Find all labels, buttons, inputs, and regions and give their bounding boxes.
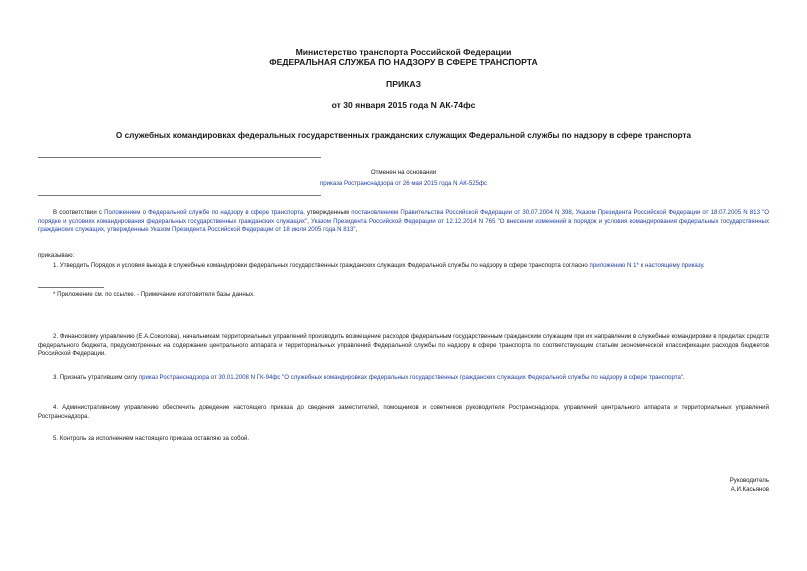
decree-765-link[interactable]: Указом Президента Российской Федерации от 12.12.2014 N 765 "О внесении изменений в порядок и условия командирования федеральных государственных гражданских служащих, утвержденные Указом Президента Российской Федерации от 18 июля 2005 года N 813" [38,217,769,234]
regulation-link[interactable]: Положением о Федеральной службе по надзору в сфере транспорта [104,209,304,216]
government-decree-link[interactable]: постановлением Правительства Российской Федерации от 30.07.2004 N 398 [351,209,572,216]
cancelled-order-link[interactable]: приказ Ространснадзора от 30.01.2008 N ГК-94фс "О служебных командировках федеральных государственных гражданских служащих Федеральной службы по надзору в сфере транспорта" [138,374,684,381]
item-4: 4. Административному управлению обеспечить доведение настоящего приказа до сведения заместителей, помощников и советников руководителя Ространснадзора, управлений центрального аппарата и территориальных управлений Ространснадзора. [38,404,769,420]
ministry-title: Министерство транспорта Российской Федерации [295,47,512,57]
order-word: приказываю: [38,252,75,259]
divider-bottom [38,195,321,196]
signature-title: Руководитель [729,477,769,484]
signature-name: А.И.Касьянов [730,486,769,493]
divider-top [38,157,321,158]
intro-paragraph: В соответствии с Положением о Федеральной службе по надзору в сфере транспорта, утвержденным постановлением Правительства Российской Федерации от 30.07.2004 N 398, Указом Президента Российской Федерации от 18.07.2005 N 813 "О порядке и условиях командирования федеральных государственных гражданских служащих", Указом Президента Российской Федерации от 12.12.2014 N 765 "О внесении изменений в порядок и условия командирования федеральных государственных гражданских служащих, утвержденные Указом Президента Российской Федерации от 18 июля 2005 года N 813", [38,209,770,234]
item-1: 1. Утвердить Порядок и условия выезда в служебные командировки федеральных государственных гражданских служащих Федеральной службы по надзору в сфере транспорта согласно приложению N 1* к настоящему приказу. [53,262,705,269]
footnote-divider [38,287,104,288]
footnote: * Приложение см. по ссылке. - Примечание изготовителя базы данных. [53,291,255,298]
service-title: ФЕДЕРАЛЬНАЯ СЛУЖБА ПО НАДЗОРУ В СФЕРЕ ТРАНСПОРТА [269,57,538,67]
decree-813-link[interactable]: Указом Президента Российской Федерации от 18.07.2005 N 813 "О порядке и условиях командирования федеральных государственных гражданских служащих" [38,209,770,225]
doc-subject: О служебных командировках федеральных государственных гражданских служащих Федеральной службы по надзору в сфере транспорта [115,131,692,140]
item-2: 2. Финансовому управлению (Е.А.Соколова), начальникам территориальных управлений производить возмещение расходов федеральным государственным гражданским служащим при их направлении в служебные командировки в пределах средств федерального бюджета, предусмотренных на содержание центрального аппарата и территориальных управлений Федеральной службы по надзору в сфере транспорта по соответствующим статьям экономической классификации расходов бюджетов Российской Федерации. [38,333,769,358]
appendix-1-link[interactable]: приложению N 1* к настоящему приказу [589,262,703,269]
cancel-order-link[interactable]: приказа Ространснадзора от 26 мая 2015 года N АК-525фс [319,180,488,187]
doc-date-number: от 30 января 2015 года N АК-74фс [331,100,476,110]
doc-type: ПРИКАЗ [386,79,421,89]
item-3: 3. Признать утратившим силу приказ Ространснадзора от 30.01.2008 N ГК-94фс "О служебных командировках федеральных государственных гражданских служащих Федеральной службы по надзору в сфере транспорта". [53,374,685,381]
cancel-note: Отменен на основании [370,169,437,176]
item-5: 5. Контроль за исполнением настоящего приказа оставляю за собой. [53,435,250,442]
